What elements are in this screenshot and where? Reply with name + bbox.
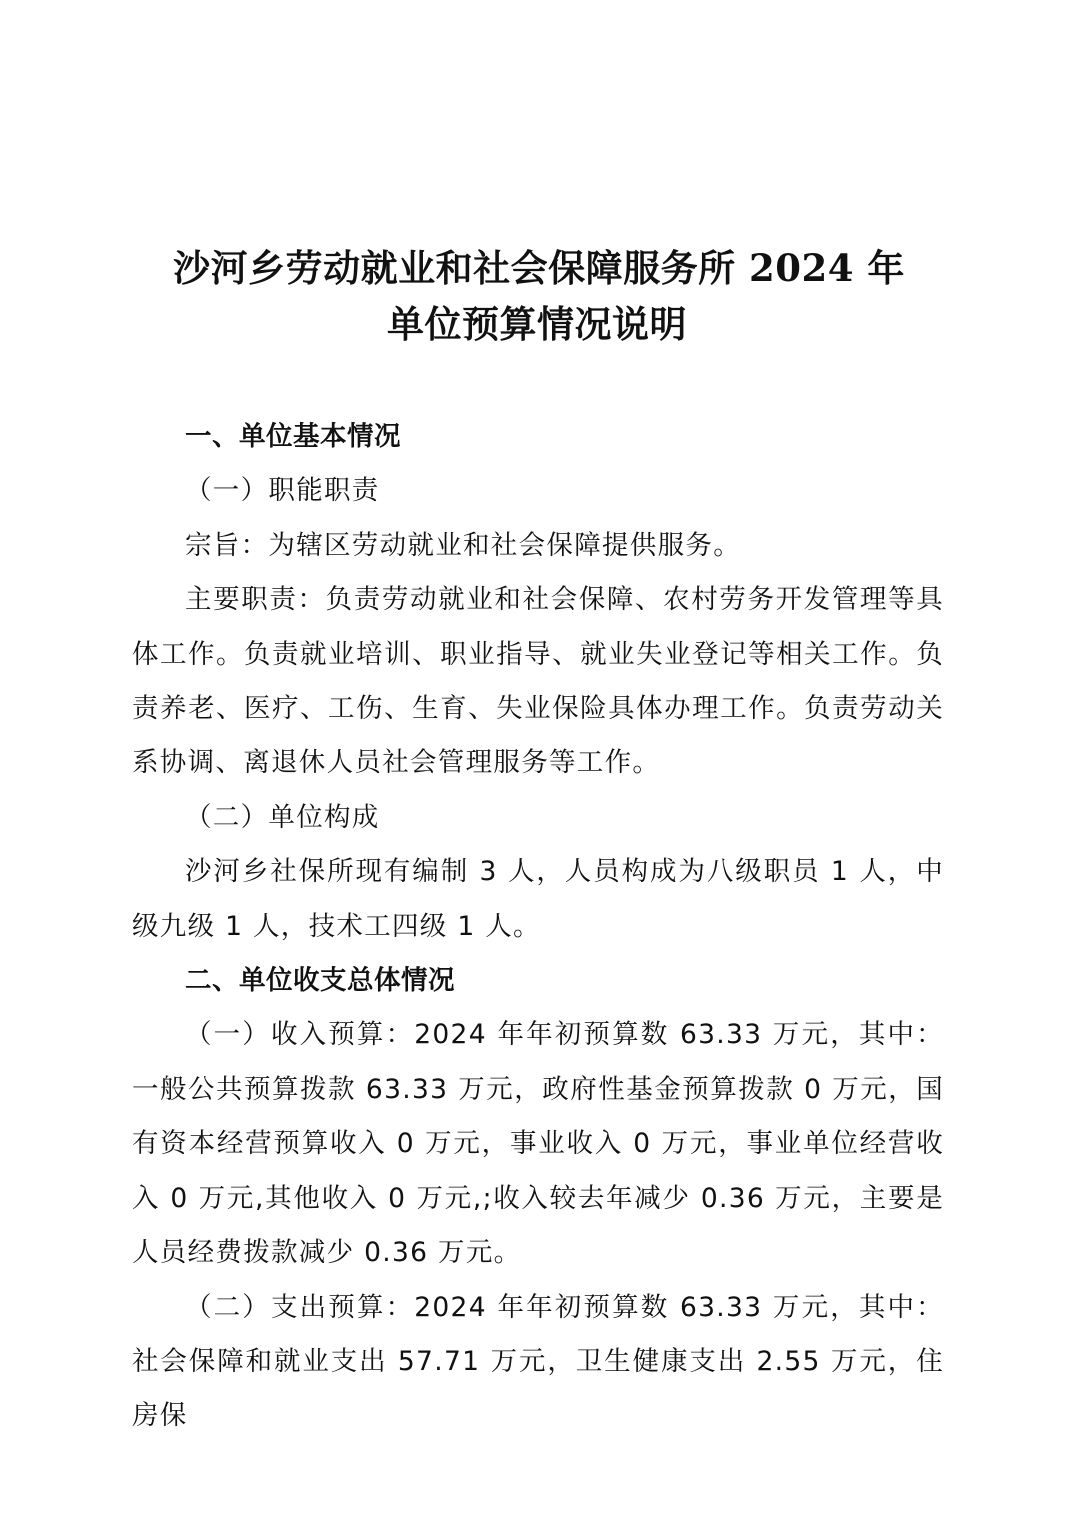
document-body (132, 410, 944, 1444)
subheading-functions: （一）职能职责 (185, 475, 380, 507)
paragraph-expense-budget: （二）支出预算：2024 年年初预算数 63.33 万元，其中：社会保障和就业支出 57.71 万元，卫生健康支出 2.55 万元，住房保 (132, 1291, 944, 1432)
section-heading-basic-info: 一、单位基本情况 (185, 421, 401, 452)
section-heading-income-expense: 二、单位收支总体情况 (185, 965, 455, 997)
paragraph-staffing: 沙河乡社保所现有编制 3 人，人员构成为八级职员 1 人，中级九级 1 人，技术工四级 1 人。 (132, 856, 944, 942)
paragraph-income-budget: （一）收入预算：2024 年年初预算数 63.33 万元，其中：一般公共预算拨款 63.33 万元，政府性基金预算拨款 0 万元，国有资本经营预算收入 0 万元，事业收入 0 万元，事业单位经营收入 0 万元,其他收入 0 万元,;收入较去年减少 0.36 万元，主要是人员经费拨款减少 0.36 万元。 (132, 1019, 944, 1269)
document-title-line-2: 单位预算情况说明 (387, 302, 687, 346)
paragraph-main-duties: 主要职责：负责劳动就业和社会保障、农村劳务开发管理等具体工作。负责就业培训、职业指导、就业失业登记等相关工作。负责养老、医疗、工伤、生育、失业保险具体办理工作。负责劳动关系协调、离退休人员社会管理服务等工作。 (132, 584, 944, 779)
subheading-composition: （二）单位构成 (185, 801, 380, 833)
document-title-line-1: 沙河乡劳动就业和社会保障服务所 2024 年 (173, 246, 905, 290)
paragraph-purpose: 宗旨：为辖区劳动就业和社会保障提供服务。 (185, 529, 741, 561)
